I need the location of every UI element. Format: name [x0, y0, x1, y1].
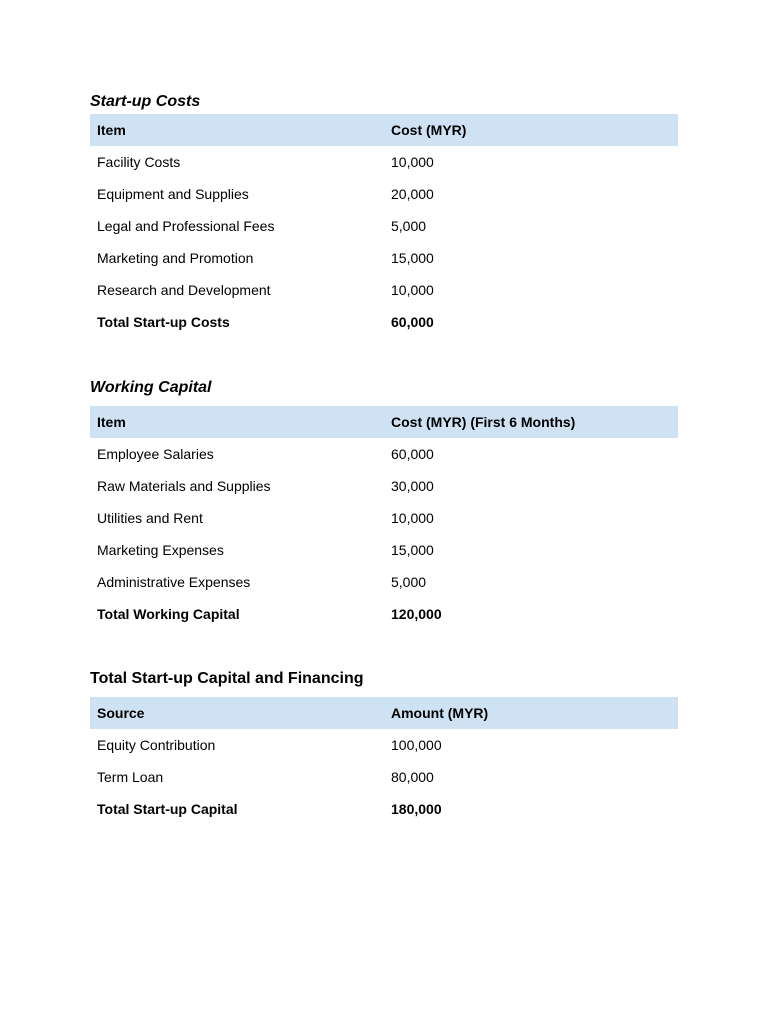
- column-header-source: Source: [90, 697, 384, 729]
- row-item: Facility Costs: [97, 154, 181, 170]
- row-value: 10,000: [391, 154, 434, 170]
- table-row: [90, 242, 678, 274]
- column-header-cost: Cost (MYR) (First 6 Months): [384, 406, 678, 438]
- row-item: Legal and Professional Fees: [97, 218, 275, 234]
- table-row: [90, 534, 678, 566]
- row-item: Marketing Expenses: [97, 542, 224, 558]
- total-value: 180,000: [391, 801, 442, 817]
- row-item: Equipment and Supplies: [97, 186, 249, 202]
- row-value: 100,000: [391, 737, 442, 753]
- row-item: Equity Contribution: [97, 737, 216, 753]
- row-item: Administrative Expenses: [97, 574, 251, 590]
- total-label: Total Start-up Capital: [97, 801, 238, 817]
- row-value: 80,000: [391, 769, 434, 785]
- section-title: Total Start-up Capital and Financing: [90, 670, 364, 687]
- total-row: [90, 306, 678, 338]
- table-row: [90, 146, 678, 178]
- table-header-row: [90, 114, 678, 146]
- column-header-item: Item: [90, 406, 384, 438]
- financing-section: [90, 667, 678, 825]
- total-label: Total Working Capital: [97, 606, 240, 622]
- startup-costs-table: [90, 114, 678, 338]
- total-label: Total Start-up Costs: [97, 314, 230, 330]
- row-item: Research and Development: [97, 282, 271, 298]
- working-capital-section: [90, 376, 678, 630]
- column-header-item: Item: [90, 114, 384, 146]
- total-value: 120,000: [391, 606, 442, 622]
- row-value: 60,000: [391, 446, 434, 462]
- row-item: Marketing and Promotion: [97, 250, 254, 266]
- table-row: [90, 210, 678, 242]
- table-row: [90, 729, 678, 761]
- row-value: 20,000: [391, 186, 434, 202]
- section-title: Start-up Costs: [90, 93, 201, 110]
- table-header-row: [90, 406, 678, 438]
- table-row: [90, 274, 678, 306]
- table-header-row: [90, 697, 678, 729]
- table-row: [90, 566, 678, 598]
- section-title: Working Capital: [90, 379, 212, 396]
- row-value: 15,000: [391, 542, 434, 558]
- row-item: Term Loan: [97, 769, 164, 785]
- startup-costs-section: [90, 90, 678, 338]
- working-capital-table: [90, 406, 678, 630]
- table-row: [90, 502, 678, 534]
- total-row: [90, 598, 678, 630]
- table-row: [90, 761, 678, 793]
- row-value: 10,000: [391, 510, 434, 526]
- row-value: 5,000: [391, 218, 427, 234]
- row-value: 5,000: [391, 574, 427, 590]
- row-value: 15,000: [391, 250, 434, 266]
- row-value: 30,000: [391, 478, 434, 494]
- row-item: Raw Materials and Supplies: [97, 478, 271, 494]
- column-header-amount: Amount (MYR): [384, 697, 678, 729]
- row-value: 10,000: [391, 282, 434, 298]
- row-item: Employee Salaries: [97, 446, 214, 462]
- table-row: [90, 178, 678, 210]
- column-header-cost: Cost (MYR): [384, 114, 678, 146]
- total-row: [90, 793, 678, 825]
- row-item: Utilities and Rent: [97, 510, 203, 526]
- total-value: 60,000: [391, 314, 434, 330]
- table-row: [90, 470, 678, 502]
- table-row: [90, 438, 678, 470]
- financing-table: [90, 697, 678, 825]
